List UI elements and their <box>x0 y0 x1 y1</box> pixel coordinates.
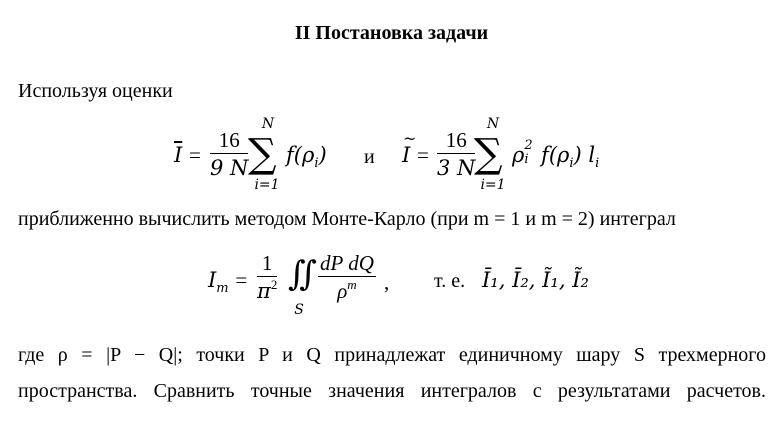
formula2-tail: ) l <box>573 143 596 167</box>
formula2-eq: = <box>416 143 429 167</box>
task-line: приближенно вычислить методом Монте-Карло (при m = 1 и m = 2) интеграл <box>18 208 676 230</box>
formula1-fraction <box>210 127 248 182</box>
formula2-rho: ρ <box>512 143 525 167</box>
formula2-sum-top: N <box>486 116 500 132</box>
sum-sign-icon: ∑ <box>248 131 277 177</box>
formula2-sum-bottom: i=1 <box>480 177 506 193</box>
formula1-tail: ) <box>318 143 327 167</box>
formula1-den: 9 N <box>210 156 249 180</box>
formula1-num: 16 <box>210 127 248 154</box>
formula1-sum-bottom: i=1 <box>254 177 280 193</box>
integral-comma: , <box>384 270 390 294</box>
formula2-body-sub: i <box>569 156 574 171</box>
formula1-sum-top: N <box>261 116 275 132</box>
integral-coef-den-sup: 2 <box>270 277 278 292</box>
integral-lhs-sub: m <box>216 281 229 296</box>
te-text: т. е. <box>434 270 466 292</box>
formula1-sub: i <box>314 156 319 171</box>
section-heading: II Постановка задачи <box>294 22 489 44</box>
integral-eq: = <box>235 268 248 292</box>
integral-lhs: I <box>208 268 217 292</box>
double-integral-icon: ∬ <box>288 254 317 294</box>
formula2-sup: 2 <box>524 138 533 153</box>
integral-num: dP dQ <box>320 251 374 275</box>
formula2-num: 16 <box>437 127 475 154</box>
formula2-den: 3 N <box>437 156 476 180</box>
sum-sign-icon: ∑ <box>474 131 503 177</box>
formula2-lhs: ~ I <box>402 143 410 167</box>
formula2-fraction <box>437 127 475 182</box>
estimates-list: Ī₁, Ī₂, Ĩ₁, Ĩ₂ <box>482 268 589 292</box>
formula1-lhs: $\overline{I}$ <box>174 143 183 167</box>
formula1-body-group <box>286 143 327 171</box>
formula1-body: f(ρ <box>286 143 315 167</box>
integral-den: ρ <box>337 279 348 303</box>
formula1-eq: = <box>188 143 201 167</box>
paragraph-line-2: пространства. Сравнить точные значения интегралов с результатами расчетов. <box>18 380 766 402</box>
integral-coef-fraction <box>257 250 277 308</box>
conjunction-text: и <box>364 146 375 168</box>
integral-domain: S <box>294 302 304 318</box>
integral-coef-num: 1 <box>257 250 277 277</box>
integral-main-fraction <box>318 250 376 308</box>
integral-den-sup: m <box>347 277 357 292</box>
paragraph-line-1: где ρ = |P − Q|; точки P и Q принадлежат единичному шару S трехмерного <box>18 344 766 366</box>
formula2-sub-i: i <box>524 152 529 167</box>
integral-coef-den: π <box>257 279 271 303</box>
intro-text: Используя оценки <box>18 80 173 102</box>
formula2-body: f(ρ <box>541 143 570 167</box>
formula2-body-group <box>512 138 600 171</box>
formula2-tail-sub: i <box>595 156 600 171</box>
